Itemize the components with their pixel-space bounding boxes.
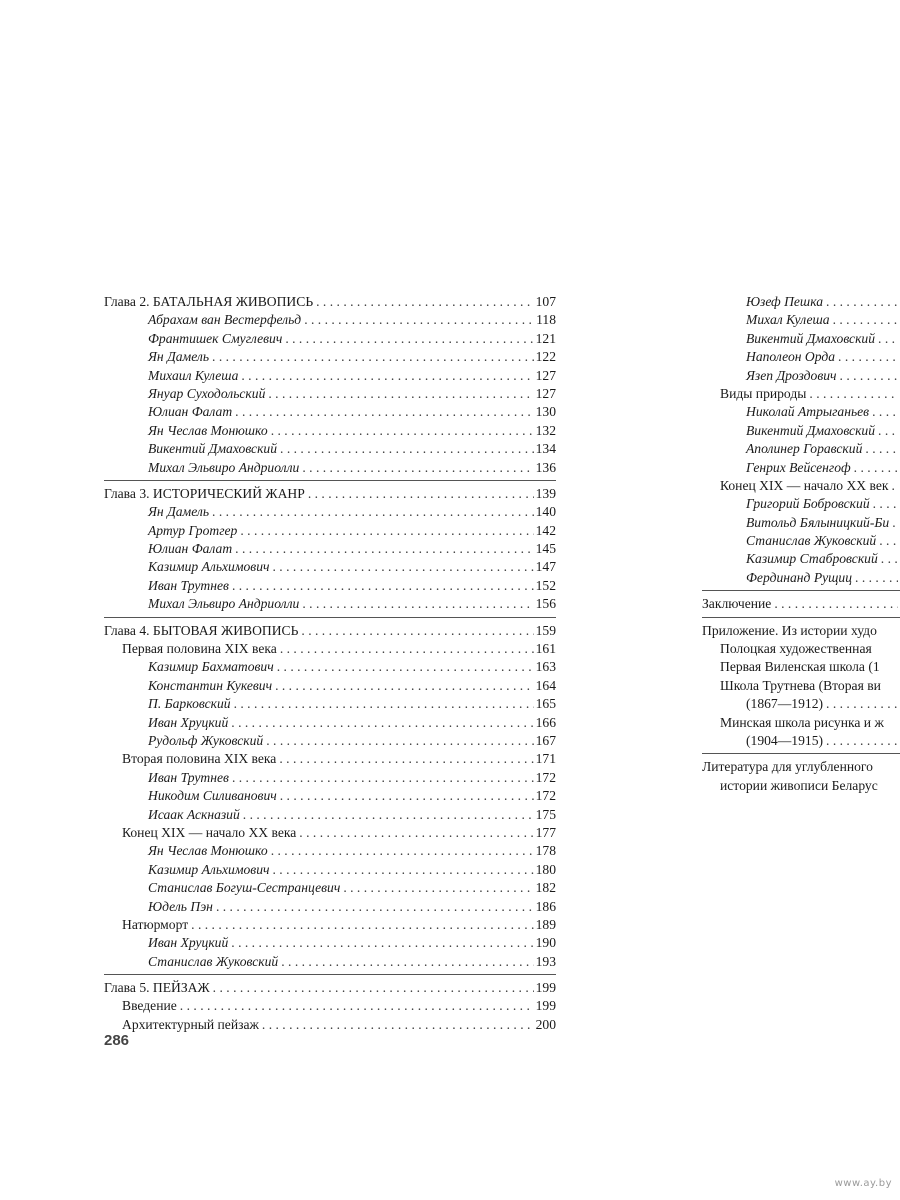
toc-entry-title: Михаил Кулеша	[148, 367, 239, 383]
dot-leader	[238, 367, 533, 385]
toc-artist-entry	[702, 732, 900, 750]
dot-leader	[265, 385, 533, 403]
toc-entry-title: Иван Трутнев	[148, 769, 229, 785]
dot-leader	[878, 550, 898, 568]
toc-entry-title: Полоцкая художественная	[720, 641, 872, 657]
dot-leader	[851, 459, 898, 477]
toc-artist-entry	[702, 569, 900, 587]
dot-leader	[837, 367, 898, 385]
watermark-text: www.ay.by	[834, 1178, 892, 1189]
toc-entry-page: 199	[535, 980, 556, 996]
dot-leader	[232, 540, 533, 558]
toc-artist-entry	[104, 953, 556, 971]
toc-artist-entry	[104, 558, 556, 576]
toc-entry-title: Аполинер Горавский	[746, 441, 863, 457]
toc-section-entry	[702, 714, 900, 732]
chapter-divider	[104, 480, 556, 481]
dot-leader	[313, 293, 533, 311]
toc-artist-entry	[104, 422, 556, 440]
dot-leader	[210, 979, 534, 997]
toc-entry-title: (1904—1915)	[746, 732, 824, 748]
toc-entry-title: Литература для углубленного	[702, 759, 873, 775]
toc-chapter-entry	[104, 622, 556, 640]
toc-entry-page: 172	[535, 769, 556, 785]
toc-entry-title: Иван Трутнев	[148, 577, 229, 593]
toc-section-entry	[702, 658, 900, 676]
toc-entry-page: 136	[535, 459, 556, 475]
toc-artist-entry	[104, 503, 556, 521]
dot-leader	[228, 714, 533, 732]
toc-entry-title: Витольд Бялыницкий-Би	[746, 514, 890, 530]
dot-leader	[305, 485, 534, 503]
toc-entry-title: Минская школа рисунка и ж	[720, 714, 884, 730]
toc-entry-page: 132	[535, 422, 556, 438]
toc-entry-title: Наполеон Орда	[746, 349, 836, 365]
toc-entry-title: истории живописи Беларус	[720, 777, 878, 793]
toc-entry-title: Генрих Вейсенгоф	[746, 459, 851, 475]
toc-chapter-entry	[104, 979, 556, 997]
dot-leader	[869, 403, 898, 421]
toc-artist-entry	[104, 540, 556, 558]
toc-artist-entry	[702, 311, 900, 329]
toc-entry-page: 121	[535, 330, 556, 346]
toc-artist-entry	[702, 403, 900, 421]
dot-leader	[298, 622, 533, 640]
dot-leader	[852, 569, 898, 587]
dot-leader	[231, 695, 534, 713]
toc-entry-title: Абрахам ван Вестерфельд	[148, 312, 302, 328]
toc-artist-entry	[104, 522, 556, 540]
toc-entry-title: Казимир Альхимович	[148, 559, 270, 575]
dot-leader	[277, 440, 534, 458]
toc-artist-entry	[104, 695, 556, 713]
toc-entry-title: Вторая половина XIX века	[122, 751, 277, 767]
toc-artist-entry	[702, 550, 900, 568]
toc-entry-title: Викентий Дмаховский	[746, 330, 876, 346]
toc-section-entry	[702, 385, 900, 403]
toc-entry-title: Первая половина XIX века	[122, 641, 277, 657]
toc-entry-title: Архитектурный пейзаж	[122, 1016, 259, 1032]
dot-leader	[823, 293, 898, 311]
dot-leader	[340, 879, 533, 897]
dot-leader	[870, 495, 898, 513]
toc-artist-entry	[702, 367, 900, 385]
toc-entry-title: Франтишек Смуглевич	[148, 330, 283, 346]
toc-artist-entry	[104, 677, 556, 695]
toc-artist-entry	[104, 787, 556, 805]
toc-entry-page: 122	[535, 349, 556, 365]
toc-section-entry	[702, 777, 900, 795]
dot-leader	[268, 422, 534, 440]
dot-leader	[277, 640, 534, 658]
toc-entry-page: 156	[535, 596, 556, 612]
dot-leader	[835, 348, 898, 366]
chapter-divider	[702, 617, 900, 618]
toc-entry-page: 139	[535, 485, 556, 501]
toc-entry-page: 165	[535, 696, 556, 712]
toc-entry-title: Фердинанд Рущиц	[746, 569, 853, 585]
toc-section-entry	[702, 477, 900, 495]
toc-right-column	[702, 293, 900, 795]
toc-entry-page: 166	[535, 714, 556, 730]
dot-leader	[209, 503, 534, 521]
toc-chapter-entry	[702, 758, 900, 776]
toc-artist-entry	[104, 348, 556, 366]
toc-entry-title: Глава 5. ПЕЙЗАЖ	[104, 980, 210, 996]
dot-leader	[213, 898, 534, 916]
toc-entry-title: Заключение	[702, 596, 772, 612]
toc-artist-entry	[702, 532, 900, 550]
toc-artist-entry	[702, 330, 900, 348]
chapter-divider	[702, 590, 900, 591]
toc-entry-title: Ян Чеслав Монюшко	[148, 843, 268, 859]
dot-leader	[277, 787, 534, 805]
toc-entry-title: Юдель Пэн	[148, 898, 213, 914]
dot-leader	[862, 440, 898, 458]
dot-leader	[299, 595, 533, 613]
toc-chapter-entry	[702, 595, 900, 613]
toc-entry-title: Григорий Бобровский	[746, 496, 870, 512]
toc-entry-title: Ян Дамель	[148, 504, 210, 520]
dot-leader	[229, 577, 534, 595]
toc-entry-title: Викентий Дмаховский	[746, 422, 876, 438]
dot-leader	[232, 403, 533, 421]
toc-entry-page: 134	[535, 441, 556, 457]
dot-leader	[823, 732, 898, 750]
toc-entry-title: Школа Трутнева (Вторая ви	[720, 677, 881, 693]
toc-entry-title: Михал Эльвиро Андриолли	[148, 459, 300, 475]
toc-artist-entry	[104, 385, 556, 403]
toc-entry-title: Ян Дамель	[148, 349, 210, 365]
dot-leader	[177, 997, 534, 1015]
toc-entry-title: Первая Виленская школа (1	[720, 659, 880, 675]
page-number: 286	[104, 1032, 130, 1049]
toc-entry-title: Глава 4. БЫТОВАЯ ЖИВОПИСЬ	[104, 622, 299, 638]
toc-entry-page: 107	[535, 294, 556, 309]
toc-entry-page: 178	[535, 843, 556, 859]
toc-entry-title: Михал Кулеша	[746, 312, 830, 328]
toc-artist-entry	[104, 861, 556, 879]
toc-artist-entry	[702, 293, 900, 311]
toc-entry-page: 127	[535, 367, 556, 383]
toc-artist-entry	[104, 732, 556, 750]
toc-entry-title: П. Барковский	[148, 696, 231, 712]
dot-leader	[259, 1016, 534, 1034]
toc-entry-title: Артур Гротгер	[148, 522, 238, 538]
toc-entry-page: 142	[535, 522, 556, 538]
dot-leader	[240, 806, 534, 824]
toc-entry-page: 130	[535, 404, 556, 420]
dot-leader	[876, 532, 898, 550]
toc-artist-entry	[104, 330, 556, 348]
toc-entry-title: Иван Хруцкий	[148, 714, 229, 730]
dot-leader	[229, 769, 534, 787]
toc-entry-title: Станислав Богуш-Сестранцевич	[148, 880, 341, 896]
toc-entry-title: Станислав Жуковский	[148, 953, 279, 969]
dot-leader	[875, 422, 898, 440]
toc-entry-page: 164	[535, 677, 556, 693]
toc-artist-entry	[104, 806, 556, 824]
dot-leader	[806, 385, 898, 403]
toc-artist-entry	[104, 311, 556, 329]
toc-entry-page: 186	[535, 898, 556, 914]
toc-entry-title: Михал Эльвиро Андриолли	[148, 596, 300, 612]
dot-leader	[299, 459, 533, 477]
toc-entry-title: Януар Суходольский	[148, 385, 266, 401]
toc-artist-entry	[104, 879, 556, 897]
toc-entry-title: Рудольф Жуковский	[148, 732, 264, 748]
toc-entry-title: Николай Атрыганьев	[746, 404, 870, 420]
toc-entry-title: Ян Чеслав Монюшко	[148, 422, 268, 438]
dot-leader	[823, 695, 898, 713]
toc-entry-title: Никодим Силиванович	[148, 788, 277, 804]
toc-entry-title: Глава 3. ИСТОРИЧЕСКИЙ ЖАНР	[104, 485, 305, 501]
toc-entry-title: Юлиан Фалат	[148, 404, 233, 420]
toc-section-entry	[104, 640, 556, 658]
toc-entry-title: Юзеф Пешка	[746, 294, 824, 309]
toc-entry-page: 147	[535, 559, 556, 575]
toc-entry-page: 199	[535, 998, 556, 1014]
chapter-divider	[702, 753, 900, 754]
dot-leader	[771, 595, 898, 613]
toc-artist-entry	[104, 367, 556, 385]
toc-artist-entry	[104, 714, 556, 732]
toc-entry-page: 161	[535, 641, 556, 657]
toc-artist-entry	[702, 459, 900, 477]
toc-entry-title: Викентий Дмаховский	[148, 441, 278, 457]
toc-chapter-entry	[702, 622, 900, 640]
toc-artist-entry	[104, 440, 556, 458]
toc-artist-entry	[702, 422, 900, 440]
chapter-divider	[104, 617, 556, 618]
toc-entry-page: 180	[535, 861, 556, 877]
toc-entry-title: Конец XIX — начало XX век	[720, 477, 889, 493]
toc-entry-title: Иван Хруцкий	[148, 935, 229, 951]
toc-entry-title: Станислав Жуковский	[746, 533, 877, 549]
toc-entry-title: Виды природы	[720, 385, 807, 401]
dot-leader	[875, 330, 898, 348]
toc-entry-page: 172	[535, 788, 556, 804]
toc-entry-page: 200	[535, 1016, 556, 1032]
toc-entry-page: 152	[535, 577, 556, 593]
toc-section-entry	[702, 677, 900, 695]
toc-entry-title: Казимир Стабровский	[746, 551, 878, 567]
toc-entry-page: 193	[535, 953, 556, 969]
toc-artist-entry	[104, 403, 556, 421]
dot-leader	[888, 477, 898, 495]
toc-artist-entry	[702, 348, 900, 366]
toc-entry-title: Конец XIX — начало XX века	[122, 824, 297, 840]
toc-entry-title: Юлиан Фалат	[148, 541, 233, 557]
toc-artist-entry	[104, 769, 556, 787]
dot-leader	[276, 750, 533, 768]
toc-entry-page: 167	[535, 732, 556, 748]
toc-artist-entry	[104, 934, 556, 952]
toc-entry-page: 189	[535, 916, 556, 932]
toc-entry-page: 182	[535, 880, 556, 896]
toc-section-entry	[104, 750, 556, 768]
toc-entry-title: Введение	[122, 998, 177, 1014]
toc-entry-title: (1867—1912)	[746, 696, 824, 712]
toc-artist-entry	[104, 459, 556, 477]
toc-entry-page: 118	[536, 312, 556, 328]
dot-leader	[889, 514, 898, 532]
toc-artist-entry	[104, 577, 556, 595]
toc-entry-page: 163	[535, 659, 556, 675]
toc-chapter-entry	[104, 485, 556, 503]
dot-leader	[263, 732, 533, 750]
dot-leader	[237, 522, 533, 540]
toc-entry-page: 145	[535, 541, 556, 557]
toc-artist-entry	[702, 695, 900, 713]
dot-leader	[270, 558, 534, 576]
dot-leader	[209, 348, 534, 366]
toc-section-entry	[702, 640, 900, 658]
dot-leader	[830, 311, 898, 329]
dot-leader	[274, 658, 534, 676]
toc-entry-title: Язеп Дроздович	[746, 367, 837, 383]
toc-entry-title: Натюрморт	[122, 916, 189, 932]
toc-left-column	[104, 293, 556, 1034]
toc-chapter-entry	[104, 293, 556, 311]
toc-entry-page: 127	[535, 385, 556, 401]
toc-section-entry	[104, 1016, 556, 1034]
toc-artist-entry	[104, 658, 556, 676]
dot-leader	[188, 916, 533, 934]
toc-entry-title: Казимир Бахматович	[148, 659, 274, 675]
toc-entry-page: 140	[535, 504, 556, 520]
toc-artist-entry	[702, 440, 900, 458]
toc-entry-title: Исаак Аскназий	[148, 806, 240, 822]
toc-artist-entry	[702, 495, 900, 513]
toc-section-entry	[104, 916, 556, 934]
toc-entry-page: 175	[535, 806, 556, 822]
toc-artist-entry	[104, 898, 556, 916]
toc-entry-title: Казимир Альхимович	[148, 861, 270, 877]
chapter-divider	[104, 974, 556, 975]
toc-entry-page: 190	[535, 935, 556, 951]
toc-entry-page: 159	[535, 622, 556, 638]
toc-entry-title: Приложение. Из истории худо	[702, 622, 877, 638]
dot-leader	[228, 934, 533, 952]
dot-leader	[268, 842, 534, 860]
toc-artist-entry	[104, 595, 556, 613]
toc-entry-page: 177	[535, 824, 556, 840]
toc-entry-page: 171	[535, 751, 556, 767]
dot-leader	[301, 311, 534, 329]
dot-leader	[270, 861, 534, 879]
dot-leader	[278, 953, 533, 971]
dot-leader	[272, 677, 534, 695]
toc-section-entry	[104, 997, 556, 1015]
dot-leader	[282, 330, 533, 348]
toc-artist-entry	[702, 514, 900, 532]
toc-artist-entry	[104, 842, 556, 860]
dot-leader	[296, 824, 533, 842]
toc-entry-title: Глава 2. БАТАЛЬНАЯ ЖИВОПИСЬ	[104, 294, 314, 309]
toc-section-entry	[104, 824, 556, 842]
toc-entry-title: Константин Кукевич	[148, 677, 273, 693]
